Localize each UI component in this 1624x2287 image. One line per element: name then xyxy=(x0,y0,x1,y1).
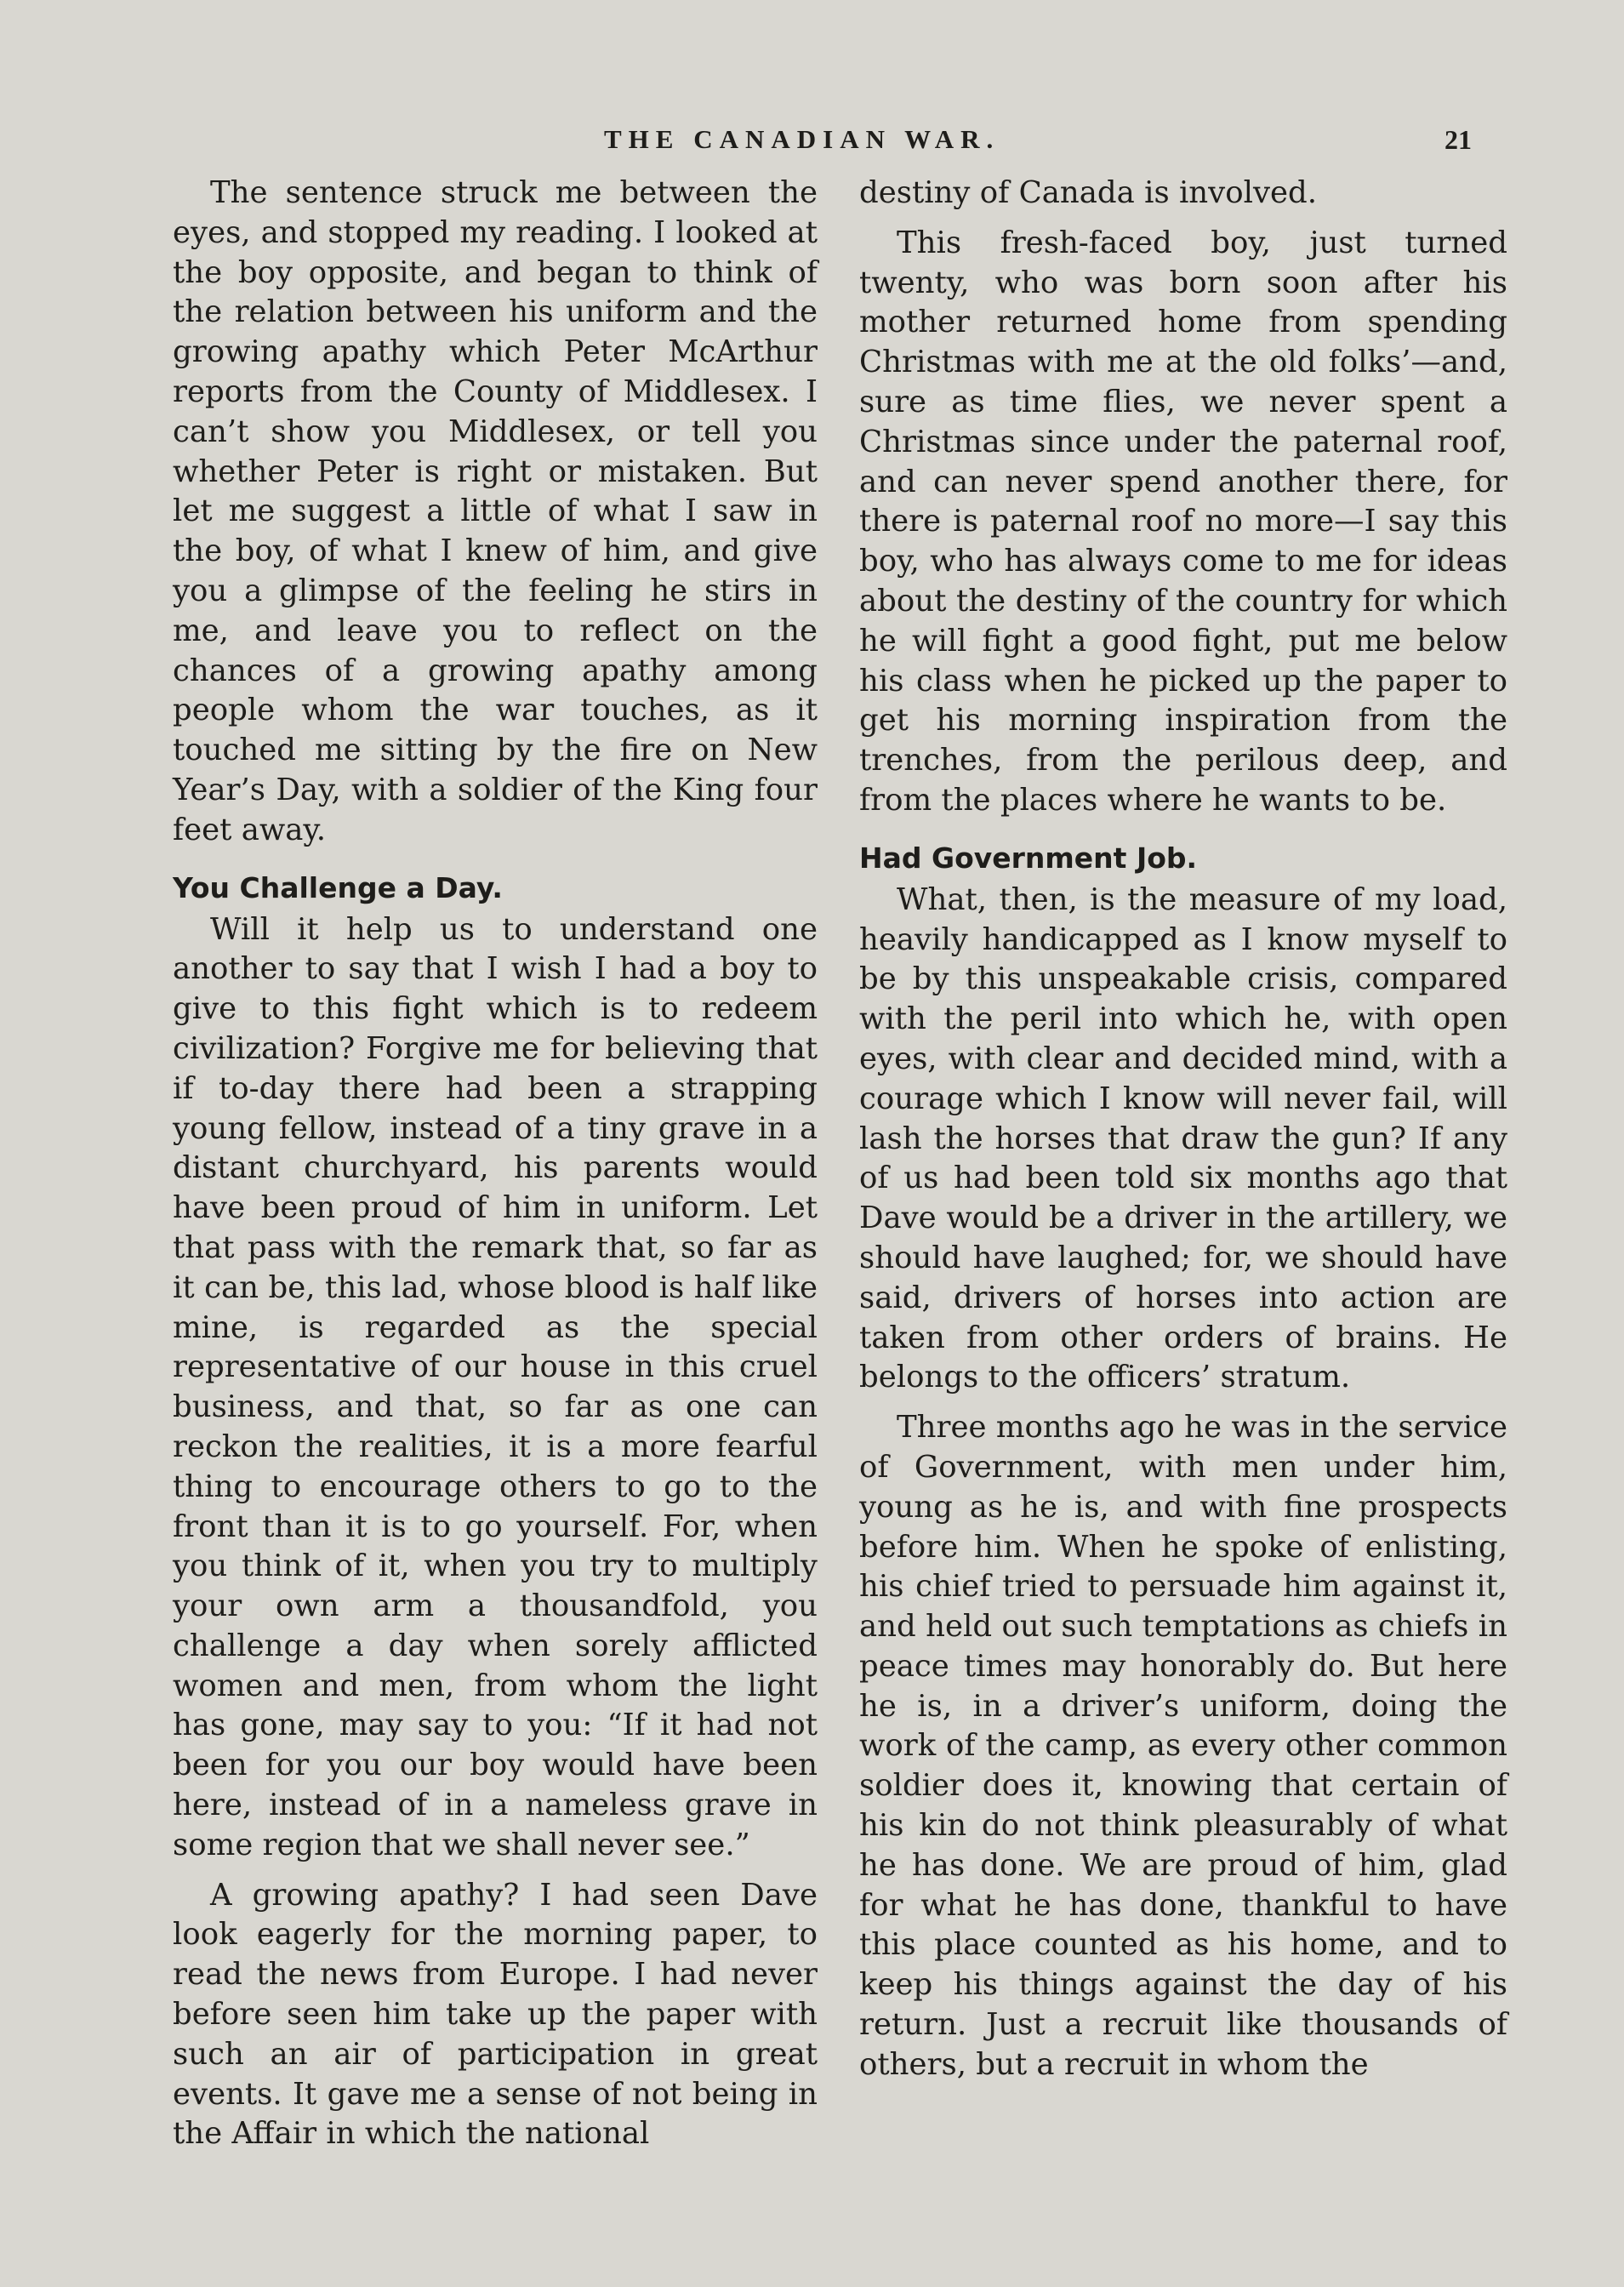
paragraph: A growing apathy? I had seen Dave look eagerly for the morning paper, to read the news from Europe. I had never before seen him take up the paper with such an air of participation in great events. It gave me a sense of not being in the Affair in which the national xyxy=(173,1877,818,2152)
page-number: 21 xyxy=(1445,124,1472,155)
running-head xyxy=(0,124,1624,165)
paragraph: Three months ago he was in the service of Government, with men under him, young as he is, and with fine prospects before him. When he spoke of enlisting, his chief tried to persuade him against it, and held out such temptations as chiefs in peace times may honorably do. But here he is, in a driver’s uniform, doing the work of the camp, as every other common soldier does it, knowing that certain of his kin do not think pleasurably of what he has done. We are proud of him, glad for what he has done, thankful to have this place counted as his home, and to keep his things against the day of his return. Just a recruit like thousands of others, but a recruit in whom the xyxy=(859,1410,1507,2082)
section-heading: Had Government Job. xyxy=(859,841,1198,875)
paragraph: What, then, is the measure of my load, heavily handicapped as I know myself to be by this unspeakable crisis, compared with the peril into which he, with open eyes, with clear and decided mind, with a courage which I know will never fail, will lash the horses that draw the gun? If any of us had been told six months ago that Dave would be a driver in the artillery, we should have laughed; for, we should have said, drivers of horses into action are taken from other orders of brains. He belongs to the officers’ stratum. xyxy=(859,881,1507,1395)
paragraph: The sentence struck me between the eyes, and stopped my reading. I looked at the boy opposite, and began to think of the relation between his uniform and the growing apathy which Peter McArthur reports from the County of Middlesex. I can’t show you Middlesex, or tell you whether Peter is right or mistaken. But let me suggest a little of what I saw in the boy, of what I knew of him, and give you a glimpse of the feeling he stirs in me, and leave you to reflect on the chances of a growing apathy among people whom the war touches, as it touched me sitting by the fire on New Year’s Day, with a soldier of the King four feet away. xyxy=(173,175,818,847)
paragraph: Will it help us to understand one another to say that I wish I had a boy to give to this fight which is to redeem civilization? Forgive me for believing that if to-day there had been a strapping young fellow, instead of a tiny grave in a distant churchyard, his parents would have been proud of him in uniform. Let that pass with the remark that, so far as it can be, this lad, whose blood is half like mine, is regarded as the special representative of our house in this cruel business, and that, so far as one can reckon the realities, it is a more fearful thing to encourage others to go to the front than it is to go yourself. For, when you think of it, when you try to multiply your own arm a thousandfold, you challenge a day when sorely afflicted women and men, from whom the light has gone, may say to you: “If it had not been for you our boy would have been here, instead of in a nameless grave in some region that we shall never see.” xyxy=(173,911,818,1862)
section-heading: You Challenge a Day. xyxy=(173,870,503,904)
left-column xyxy=(173,174,818,2164)
running-title: THE CANADIAN WAR. xyxy=(604,124,1000,154)
paragraph: This fresh-faced boy, just turned twenty, who was born soon after his mother returned home from spending Christmas with me at the old folks’—and, sure as time flies, we never spent a Christmas since under the paternal roof, and can never spend another there, for there is paternal roof no more—I say this boy, who has always come to me for ideas about the destiny of the country for which he will fight a good fight, put me below his class when he picked up the paper to get his morning inspiration from the trenches, from the perilous deep, and from the places where he wants to be. xyxy=(859,225,1507,818)
right-column xyxy=(859,174,1507,2096)
paragraph: destiny of Canada is involved. xyxy=(859,175,1318,210)
